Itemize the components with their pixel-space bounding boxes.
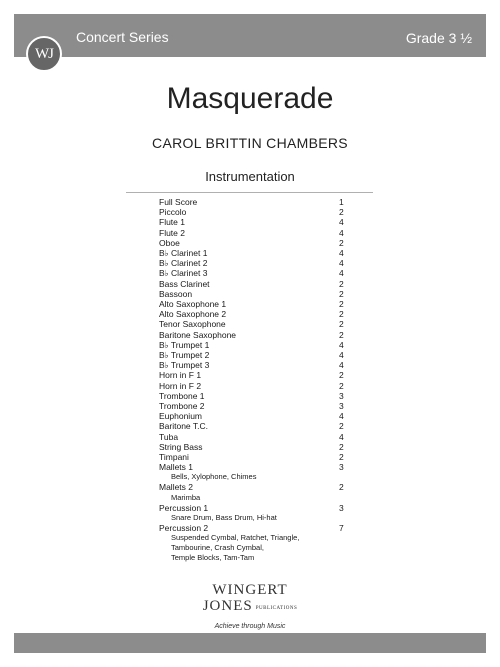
instrument-row xyxy=(159,319,349,329)
instrument-row xyxy=(159,503,349,513)
part-count: 2 xyxy=(339,299,344,310)
part-count: 4 xyxy=(339,339,344,350)
instrument-name: Percussion 1 xyxy=(159,502,209,513)
instrument-name: Full Score xyxy=(159,197,198,207)
part-count: 2 xyxy=(339,370,344,381)
instrument-row xyxy=(159,432,349,442)
part-count: 1 xyxy=(339,197,344,207)
instrument-row xyxy=(159,217,349,227)
instrument-row xyxy=(159,248,349,258)
instrument-row xyxy=(159,452,349,462)
instrument-detail: Temple Blocks, Tam-Tam xyxy=(171,553,255,563)
instrumentation-heading: Instrumentation xyxy=(205,169,295,184)
instrument-name: Baritone T.C. xyxy=(159,421,208,432)
part-count: 2 xyxy=(339,421,344,432)
instrument-row xyxy=(159,462,349,472)
instrument-name: Tenor Saxophone xyxy=(159,319,226,330)
instrument-name: Trombone 2 xyxy=(159,401,205,412)
publisher-name-line1: WINGERT xyxy=(212,582,288,598)
part-count: 2 xyxy=(339,207,344,218)
instrument-name: Horn in F 2 xyxy=(159,380,202,391)
instrument-name: Alto Saxophone 1 xyxy=(159,299,227,310)
instrument-name: B♭ Clarinet 3 xyxy=(159,268,208,279)
instrument-name: Piccolo xyxy=(159,207,187,218)
instrument-name: Trombone 1 xyxy=(159,390,205,401)
part-count: 4 xyxy=(339,360,344,371)
publisher-name-line2: JONES xyxy=(202,598,253,614)
instrument-name: B♭ Trumpet 2 xyxy=(159,350,210,361)
instrument-name: Alto Saxophone 2 xyxy=(159,309,227,320)
instrument-name: Timpani xyxy=(159,452,189,463)
instrument-row xyxy=(159,268,349,278)
instrument-row xyxy=(159,309,349,319)
instrument-name: Euphonium xyxy=(159,411,203,422)
instrument-row xyxy=(159,330,349,340)
instrument-name: B♭ Clarinet 2 xyxy=(159,258,208,269)
piece-title: Masquerade xyxy=(166,82,334,115)
part-count: 3 xyxy=(339,401,344,412)
part-count: 4 xyxy=(339,431,344,442)
instrumentation-list xyxy=(159,197,349,563)
wj-logo xyxy=(26,36,62,72)
instrument-detail: Snare Drum, Bass Drum, Hi-hat xyxy=(171,512,277,522)
instrument-row xyxy=(159,482,349,492)
instrument-name: Oboe xyxy=(159,237,180,248)
instrument-row xyxy=(159,340,349,350)
grade-level: Grade 3 ½ xyxy=(405,30,472,46)
publisher-tagline: Achieve through Music xyxy=(214,623,286,630)
instrument-row xyxy=(159,238,349,248)
part-count: 2 xyxy=(339,452,344,463)
part-count: 7 xyxy=(339,522,344,533)
instrument-name: Tuba xyxy=(159,431,179,442)
part-count: 2 xyxy=(339,319,344,330)
part-count: 3 xyxy=(339,390,344,401)
part-count: 4 xyxy=(339,258,344,269)
instrument-name: Mallets 1 xyxy=(159,462,194,473)
header-bar xyxy=(14,14,486,57)
instrument-name: B♭ Trumpet 3 xyxy=(159,360,210,371)
part-count: 4 xyxy=(339,217,344,228)
instrument-row xyxy=(159,279,349,289)
part-count: 3 xyxy=(339,502,344,513)
instrument-name: Baritone Saxophone xyxy=(159,329,237,340)
instrument-name: Bass Clarinet xyxy=(159,278,210,289)
instrument-row xyxy=(159,381,349,391)
footer-bar xyxy=(14,633,486,653)
instrument-row xyxy=(159,411,349,421)
part-count: 2 xyxy=(339,237,344,248)
part-count: 4 xyxy=(339,411,344,422)
series-name: Concert Series xyxy=(76,29,169,45)
instrument-name: Flute 2 xyxy=(159,227,185,238)
instrument-row xyxy=(159,207,349,217)
heading-divider xyxy=(126,192,373,193)
part-count: 4 xyxy=(339,350,344,361)
part-count: 4 xyxy=(339,268,344,279)
instrument-row xyxy=(159,228,349,238)
part-count: 2 xyxy=(339,288,344,299)
part-count: 2 xyxy=(339,329,344,340)
wj-logo-text: WJ xyxy=(35,45,53,62)
composer-name: CAROL BRITTIN CHAMBERS xyxy=(152,135,348,151)
part-count: 4 xyxy=(339,227,344,238)
instrument-name: Percussion 2 xyxy=(159,522,209,533)
part-count: 4 xyxy=(339,248,344,259)
part-count: 2 xyxy=(339,380,344,391)
instrument-detail: Bells, Xylophone, Chimes xyxy=(171,472,257,482)
part-count: 2 xyxy=(339,441,344,452)
instrument-row xyxy=(159,299,349,309)
instrument-name: Bassoon xyxy=(159,288,193,299)
instrument-row xyxy=(159,289,349,299)
instrument-row xyxy=(159,391,349,401)
instrument-name: B♭ Clarinet 1 xyxy=(159,248,208,259)
instrument-name: B♭ Trumpet 1 xyxy=(159,339,210,350)
instrument-name: Flute 1 xyxy=(159,217,185,228)
part-count: 2 xyxy=(339,278,344,289)
instrument-row xyxy=(159,197,349,207)
instrument-row xyxy=(159,523,349,533)
instrument-detail: Suspended Cymbal, Ratchet, Triangle, xyxy=(171,533,300,543)
instrument-detail: Tambourine, Crash Cymbal, xyxy=(171,543,264,553)
instrument-name: String Bass xyxy=(159,441,203,452)
instrument-row xyxy=(159,442,349,452)
score-cover xyxy=(14,14,486,653)
part-count: 2 xyxy=(339,482,344,493)
instrument-row xyxy=(159,421,349,431)
instrument-row xyxy=(159,350,349,360)
part-count: 2 xyxy=(339,309,344,320)
instrument-row xyxy=(159,401,349,411)
instrument-detail: Marimba xyxy=(171,492,201,502)
instrument-row xyxy=(159,370,349,380)
part-count: 3 xyxy=(339,462,344,473)
publisher-name-line3: PUBLICATIONS xyxy=(255,606,298,611)
publisher-logo xyxy=(14,582,486,614)
instrument-row xyxy=(159,258,349,268)
instrument-name: Mallets 2 xyxy=(159,482,194,493)
instrument-name: Horn in F 1 xyxy=(159,370,202,381)
instrument-row xyxy=(159,360,349,370)
